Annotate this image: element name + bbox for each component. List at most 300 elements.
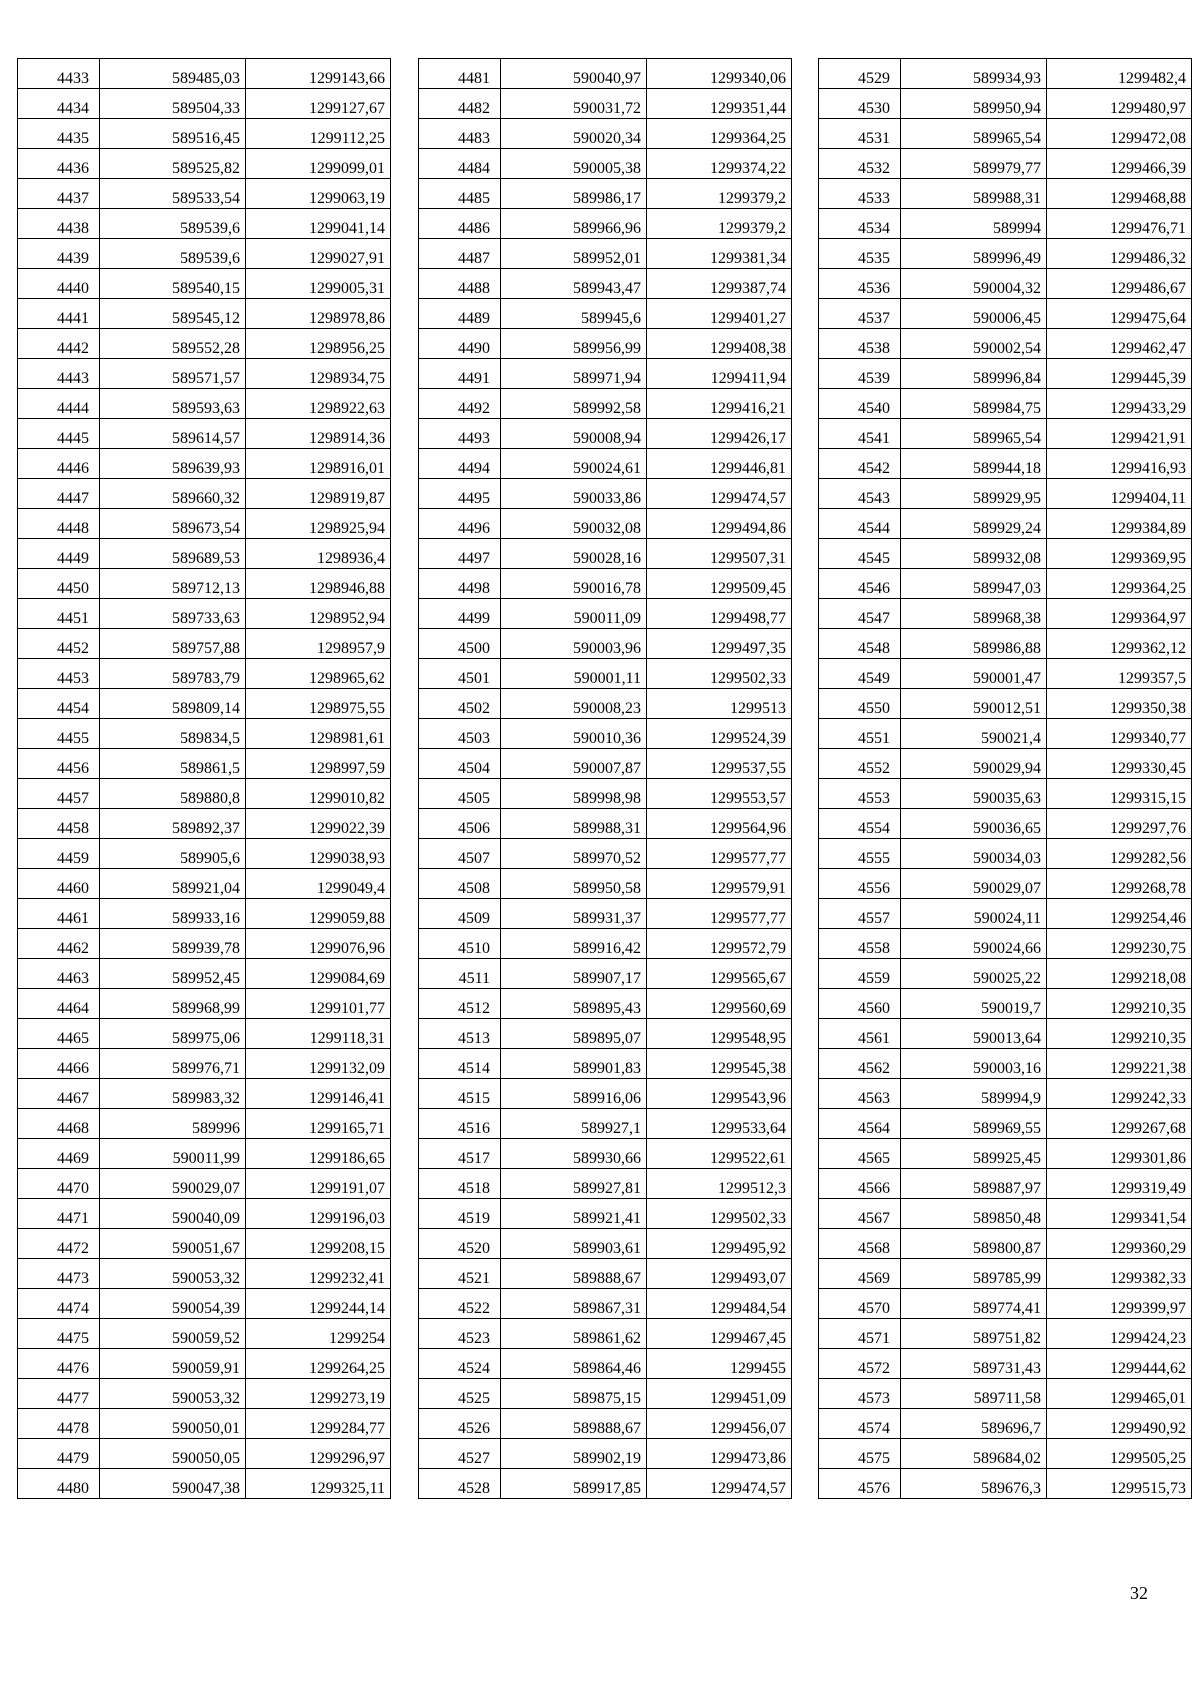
point-number: 4530	[819, 89, 901, 119]
y-coordinate: 1299411,94	[647, 359, 792, 389]
point-number: 4459	[18, 839, 100, 869]
y-coordinate: 1299497,35	[647, 629, 792, 659]
point-number: 4435	[18, 119, 100, 149]
table-row	[18, 239, 391, 269]
y-coordinate: 1299564,96	[647, 809, 792, 839]
table-row	[819, 1379, 1192, 1409]
x-coordinate: 589921,41	[501, 1199, 647, 1229]
y-coordinate: 1299474,57	[647, 479, 792, 509]
y-coordinate: 1299059,88	[246, 899, 391, 929]
x-coordinate: 590050,01	[100, 1409, 246, 1439]
point-number: 4526	[419, 1409, 501, 1439]
point-number: 4461	[18, 899, 100, 929]
table-row	[419, 779, 792, 809]
x-coordinate: 589944,18	[901, 449, 1047, 479]
table-row	[419, 1379, 792, 1409]
point-number: 4480	[18, 1469, 100, 1499]
x-coordinate: 589552,28	[100, 329, 246, 359]
table-row	[18, 1169, 391, 1199]
point-number: 4545	[819, 539, 901, 569]
y-coordinate: 1299465,01	[1047, 1379, 1192, 1409]
table-row	[18, 359, 391, 389]
y-coordinate: 1299524,39	[647, 719, 792, 749]
x-coordinate: 589970,52	[501, 839, 647, 869]
point-number: 4541	[819, 419, 901, 449]
x-coordinate: 590016,78	[501, 569, 647, 599]
y-coordinate: 1299360,29	[1047, 1229, 1192, 1259]
x-coordinate: 589966,96	[501, 209, 647, 239]
table-row	[819, 599, 1192, 629]
table-row	[819, 629, 1192, 659]
table-row	[18, 1289, 391, 1319]
y-coordinate: 1299467,45	[647, 1319, 792, 1349]
point-number: 4557	[819, 899, 901, 929]
x-coordinate: 589986,88	[901, 629, 1047, 659]
point-number: 4575	[819, 1439, 901, 1469]
point-number: 4566	[819, 1169, 901, 1199]
point-number: 4549	[819, 659, 901, 689]
y-coordinate: 1299165,71	[246, 1109, 391, 1139]
table-row	[419, 119, 792, 149]
point-number: 4457	[18, 779, 100, 809]
table-row	[419, 1469, 792, 1499]
table-row	[419, 839, 792, 869]
x-coordinate: 589888,67	[501, 1409, 647, 1439]
x-coordinate: 589994	[901, 209, 1047, 239]
coordinates-table-1	[17, 58, 391, 1499]
x-coordinate: 589933,16	[100, 899, 246, 929]
point-number: 4465	[18, 1019, 100, 1049]
point-number: 4544	[819, 509, 901, 539]
y-coordinate: 1299476,71	[1047, 209, 1192, 239]
x-coordinate: 589888,67	[501, 1259, 647, 1289]
point-number: 4510	[419, 929, 501, 959]
x-coordinate: 589969,55	[901, 1109, 1047, 1139]
point-number: 4509	[419, 899, 501, 929]
x-coordinate: 589850,48	[901, 1199, 1047, 1229]
point-number: 4538	[819, 329, 901, 359]
point-number: 4464	[18, 989, 100, 1019]
table-row	[18, 1259, 391, 1289]
x-coordinate: 590008,94	[501, 419, 647, 449]
table-row	[419, 1199, 792, 1229]
y-coordinate: 1299515,73	[1047, 1469, 1192, 1499]
y-coordinate: 1299424,23	[1047, 1319, 1192, 1349]
table-row	[18, 179, 391, 209]
point-number: 4448	[18, 509, 100, 539]
point-number: 4514	[419, 1049, 501, 1079]
table-row	[419, 449, 792, 479]
y-coordinate: 1299421,91	[1047, 419, 1192, 449]
point-number: 4479	[18, 1439, 100, 1469]
point-number: 4493	[419, 419, 501, 449]
y-coordinate: 1299486,32	[1047, 239, 1192, 269]
x-coordinate: 590051,67	[100, 1229, 246, 1259]
y-coordinate: 1299041,14	[246, 209, 391, 239]
table-row	[419, 179, 792, 209]
point-number: 4485	[419, 179, 501, 209]
x-coordinate: 589525,82	[100, 149, 246, 179]
x-coordinate: 589968,38	[901, 599, 1047, 629]
point-number: 4573	[819, 1379, 901, 1409]
x-coordinate: 589892,37	[100, 809, 246, 839]
x-coordinate: 589867,31	[501, 1289, 647, 1319]
point-number: 4488	[419, 269, 501, 299]
x-coordinate: 590006,45	[901, 299, 1047, 329]
table-row	[18, 1349, 391, 1379]
y-coordinate: 1299505,25	[1047, 1439, 1192, 1469]
x-coordinate: 590047,38	[100, 1469, 246, 1499]
x-coordinate: 590024,61	[501, 449, 647, 479]
table-row	[819, 59, 1192, 89]
point-number: 4442	[18, 329, 100, 359]
table-row	[18, 479, 391, 509]
table-row	[419, 749, 792, 779]
y-coordinate: 1299486,67	[1047, 269, 1192, 299]
table-row	[18, 1199, 391, 1229]
table-row	[419, 989, 792, 1019]
y-coordinate: 1299132,09	[246, 1049, 391, 1079]
point-number: 4450	[18, 569, 100, 599]
x-coordinate: 590040,09	[100, 1199, 246, 1229]
table-row	[419, 959, 792, 989]
x-coordinate: 589947,03	[901, 569, 1047, 599]
x-coordinate: 589676,3	[901, 1469, 1047, 1499]
table-row	[18, 779, 391, 809]
x-coordinate: 589895,43	[501, 989, 647, 1019]
y-coordinate: 1299379,2	[647, 179, 792, 209]
x-coordinate: 589516,45	[100, 119, 246, 149]
y-coordinate: 1299387,74	[647, 269, 792, 299]
x-coordinate: 590011,09	[501, 599, 647, 629]
y-coordinate: 1299455	[647, 1349, 792, 1379]
y-coordinate: 1299254	[246, 1319, 391, 1349]
x-coordinate: 590003,96	[501, 629, 647, 659]
point-number: 4574	[819, 1409, 901, 1439]
point-number: 4491	[419, 359, 501, 389]
x-coordinate: 589939,78	[100, 929, 246, 959]
y-coordinate: 1299579,91	[647, 869, 792, 899]
table-row	[18, 329, 391, 359]
table-row	[819, 89, 1192, 119]
table-row	[819, 509, 1192, 539]
point-number: 4507	[419, 839, 501, 869]
y-coordinate: 1299384,89	[1047, 509, 1192, 539]
point-number: 4500	[419, 629, 501, 659]
table-row	[18, 1049, 391, 1079]
point-number: 4529	[819, 59, 901, 89]
y-coordinate: 1299210,35	[1047, 989, 1192, 1019]
table-row	[419, 1229, 792, 1259]
table-row	[819, 1409, 1192, 1439]
table-row	[819, 1289, 1192, 1319]
point-number: 4563	[819, 1079, 901, 1109]
point-number: 4537	[819, 299, 901, 329]
table-row	[819, 1319, 1192, 1349]
y-coordinate: 1299101,77	[246, 989, 391, 1019]
table-row	[18, 809, 391, 839]
point-number: 4553	[819, 779, 901, 809]
table-row	[819, 1439, 1192, 1469]
table-row	[18, 749, 391, 779]
x-coordinate: 589895,07	[501, 1019, 647, 1049]
point-number: 4443	[18, 359, 100, 389]
x-coordinate: 589984,75	[901, 389, 1047, 419]
y-coordinate: 1299577,77	[647, 899, 792, 929]
y-coordinate: 1299340,06	[647, 59, 792, 89]
table-row	[819, 269, 1192, 299]
table-row	[819, 1049, 1192, 1079]
table-row	[819, 929, 1192, 959]
y-coordinate: 1299297,76	[1047, 809, 1192, 839]
x-coordinate: 589800,87	[901, 1229, 1047, 1259]
table-row	[18, 1229, 391, 1259]
x-coordinate: 590021,4	[901, 719, 1047, 749]
point-number: 4552	[819, 749, 901, 779]
table-row	[419, 1259, 792, 1289]
x-coordinate: 589929,24	[901, 509, 1047, 539]
table-row	[819, 899, 1192, 929]
y-coordinate: 1299186,65	[246, 1139, 391, 1169]
table-row	[419, 539, 792, 569]
point-number: 4446	[18, 449, 100, 479]
point-number: 4449	[18, 539, 100, 569]
y-coordinate: 1299494,86	[647, 509, 792, 539]
x-coordinate: 589861,5	[100, 749, 246, 779]
point-number: 4492	[419, 389, 501, 419]
y-coordinate: 1299340,77	[1047, 719, 1192, 749]
y-coordinate: 1299493,07	[647, 1259, 792, 1289]
y-coordinate: 1299399,97	[1047, 1289, 1192, 1319]
x-coordinate: 589861,62	[501, 1319, 647, 1349]
point-number: 4561	[819, 1019, 901, 1049]
x-coordinate: 590040,97	[501, 59, 647, 89]
point-number: 4551	[819, 719, 901, 749]
point-number: 4504	[419, 749, 501, 779]
point-number: 4565	[819, 1139, 901, 1169]
x-coordinate: 589965,54	[901, 119, 1047, 149]
y-coordinate: 1299264,25	[246, 1349, 391, 1379]
x-coordinate: 589952,01	[501, 239, 647, 269]
y-coordinate: 1299273,19	[246, 1379, 391, 1409]
table-row	[18, 989, 391, 1019]
x-coordinate: 589975,06	[100, 1019, 246, 1049]
table-row	[18, 599, 391, 629]
point-number: 4501	[419, 659, 501, 689]
table-row	[819, 959, 1192, 989]
table-row	[419, 1289, 792, 1319]
x-coordinate: 589809,14	[100, 689, 246, 719]
x-coordinate: 589712,13	[100, 569, 246, 599]
point-number: 4554	[819, 809, 901, 839]
table-row	[18, 539, 391, 569]
x-coordinate: 590004,32	[901, 269, 1047, 299]
x-coordinate: 589875,15	[501, 1379, 647, 1409]
x-coordinate: 589901,83	[501, 1049, 647, 1079]
y-coordinate: 1299357,5	[1047, 659, 1192, 689]
coordinates-table-2	[418, 58, 792, 1499]
table-row	[819, 809, 1192, 839]
point-number: 4444	[18, 389, 100, 419]
y-coordinate: 1298956,25	[246, 329, 391, 359]
point-number: 4523	[419, 1319, 501, 1349]
x-coordinate: 589921,04	[100, 869, 246, 899]
x-coordinate: 589733,63	[100, 599, 246, 629]
y-coordinate: 1299446,81	[647, 449, 792, 479]
table-row	[419, 1409, 792, 1439]
x-coordinate: 590031,72	[501, 89, 647, 119]
x-coordinate: 589927,1	[501, 1109, 647, 1139]
point-number: 4524	[419, 1349, 501, 1379]
y-coordinate: 1299364,25	[1047, 569, 1192, 599]
point-number: 4481	[419, 59, 501, 89]
x-coordinate: 589902,19	[501, 1439, 647, 1469]
y-coordinate: 1299462,47	[1047, 329, 1192, 359]
y-coordinate: 1298916,01	[246, 449, 391, 479]
y-coordinate: 1299512,3	[647, 1169, 792, 1199]
y-coordinate: 1299063,19	[246, 179, 391, 209]
y-coordinate: 1299379,2	[647, 209, 792, 239]
point-number: 4486	[419, 209, 501, 239]
y-coordinate: 1299210,35	[1047, 1019, 1192, 1049]
y-coordinate: 1298981,61	[246, 719, 391, 749]
y-coordinate: 1299296,97	[246, 1439, 391, 1469]
table-row	[819, 569, 1192, 599]
table-row	[419, 149, 792, 179]
table-row	[18, 1409, 391, 1439]
point-number: 4434	[18, 89, 100, 119]
y-coordinate: 1299475,64	[1047, 299, 1192, 329]
x-coordinate: 589929,95	[901, 479, 1047, 509]
y-coordinate: 1298946,88	[246, 569, 391, 599]
y-coordinate: 1299330,45	[1047, 749, 1192, 779]
table-row	[819, 299, 1192, 329]
table-row	[18, 899, 391, 929]
x-coordinate: 590003,16	[901, 1049, 1047, 1079]
point-number: 4532	[819, 149, 901, 179]
y-coordinate: 1299401,27	[647, 299, 792, 329]
point-number: 4525	[419, 1379, 501, 1409]
y-coordinate: 1299143,66	[246, 59, 391, 89]
y-coordinate: 1299364,25	[647, 119, 792, 149]
x-coordinate: 589887,97	[901, 1169, 1047, 1199]
y-coordinate: 1299301,86	[1047, 1139, 1192, 1169]
table-row	[18, 1319, 391, 1349]
point-number: 4477	[18, 1379, 100, 1409]
point-number: 4441	[18, 299, 100, 329]
y-coordinate: 1299208,15	[246, 1229, 391, 1259]
x-coordinate: 590010,36	[501, 719, 647, 749]
point-number: 4533	[819, 179, 901, 209]
y-coordinate: 1299490,92	[1047, 1409, 1192, 1439]
point-number: 4489	[419, 299, 501, 329]
y-coordinate: 1299146,41	[246, 1079, 391, 1109]
y-coordinate: 1299381,34	[647, 239, 792, 269]
x-coordinate: 590029,07	[100, 1169, 246, 1199]
x-coordinate: 590035,63	[901, 779, 1047, 809]
table-row	[419, 89, 792, 119]
y-coordinate: 1299049,4	[246, 869, 391, 899]
point-number: 4550	[819, 689, 901, 719]
x-coordinate: 590007,87	[501, 749, 647, 779]
point-number: 4528	[419, 1469, 501, 1499]
x-coordinate: 590005,38	[501, 149, 647, 179]
point-number: 4512	[419, 989, 501, 1019]
table-row	[819, 1199, 1192, 1229]
page-number: 32	[1130, 1583, 1148, 1603]
y-coordinate: 1299127,67	[246, 89, 391, 119]
point-number: 4463	[18, 959, 100, 989]
y-coordinate: 1299537,55	[647, 749, 792, 779]
x-coordinate: 590011,99	[100, 1139, 246, 1169]
table-row	[819, 419, 1192, 449]
point-number: 4564	[819, 1109, 901, 1139]
x-coordinate: 590001,11	[501, 659, 647, 689]
point-number: 4496	[419, 509, 501, 539]
y-coordinate: 1299502,33	[647, 659, 792, 689]
x-coordinate: 589988,31	[501, 809, 647, 839]
y-coordinate: 1299232,41	[246, 1259, 391, 1289]
x-coordinate: 589965,54	[901, 419, 1047, 449]
point-number: 4502	[419, 689, 501, 719]
y-coordinate: 1299191,07	[246, 1169, 391, 1199]
x-coordinate: 590013,64	[901, 1019, 1047, 1049]
y-coordinate: 1299466,39	[1047, 149, 1192, 179]
table-row	[18, 1469, 391, 1499]
x-coordinate: 590025,22	[901, 959, 1047, 989]
y-coordinate: 1299099,01	[246, 149, 391, 179]
x-coordinate: 590012,51	[901, 689, 1047, 719]
x-coordinate: 590008,23	[501, 689, 647, 719]
y-coordinate: 1299553,57	[647, 779, 792, 809]
point-number: 4473	[18, 1259, 100, 1289]
point-number: 4490	[419, 329, 501, 359]
point-number: 4452	[18, 629, 100, 659]
table-row	[819, 719, 1192, 749]
table-row	[819, 659, 1192, 689]
x-coordinate: 589992,58	[501, 389, 647, 419]
point-number: 4571	[819, 1319, 901, 1349]
point-number: 4516	[419, 1109, 501, 1139]
table-row	[819, 449, 1192, 479]
y-coordinate: 1299350,38	[1047, 689, 1192, 719]
y-coordinate: 1299254,46	[1047, 899, 1192, 929]
y-coordinate: 1299027,91	[246, 239, 391, 269]
y-coordinate: 1298914,36	[246, 419, 391, 449]
table-row	[18, 209, 391, 239]
table-row	[419, 689, 792, 719]
y-coordinate: 1299010,82	[246, 779, 391, 809]
point-number: 4462	[18, 929, 100, 959]
y-coordinate: 1299374,22	[647, 149, 792, 179]
point-number: 4483	[419, 119, 501, 149]
point-number: 4454	[18, 689, 100, 719]
point-number: 4558	[819, 929, 901, 959]
x-coordinate: 589593,63	[100, 389, 246, 419]
y-coordinate: 1299451,09	[647, 1379, 792, 1409]
x-coordinate: 589950,94	[901, 89, 1047, 119]
point-number: 4494	[419, 449, 501, 479]
point-number: 4531	[819, 119, 901, 149]
table-row	[819, 869, 1192, 899]
table-row	[18, 629, 391, 659]
y-coordinate: 1299118,31	[246, 1019, 391, 1049]
x-coordinate: 589696,7	[901, 1409, 1047, 1439]
table-row	[18, 869, 391, 899]
table-row	[419, 1319, 792, 1349]
x-coordinate: 589971,94	[501, 359, 647, 389]
table-row	[419, 1439, 792, 1469]
